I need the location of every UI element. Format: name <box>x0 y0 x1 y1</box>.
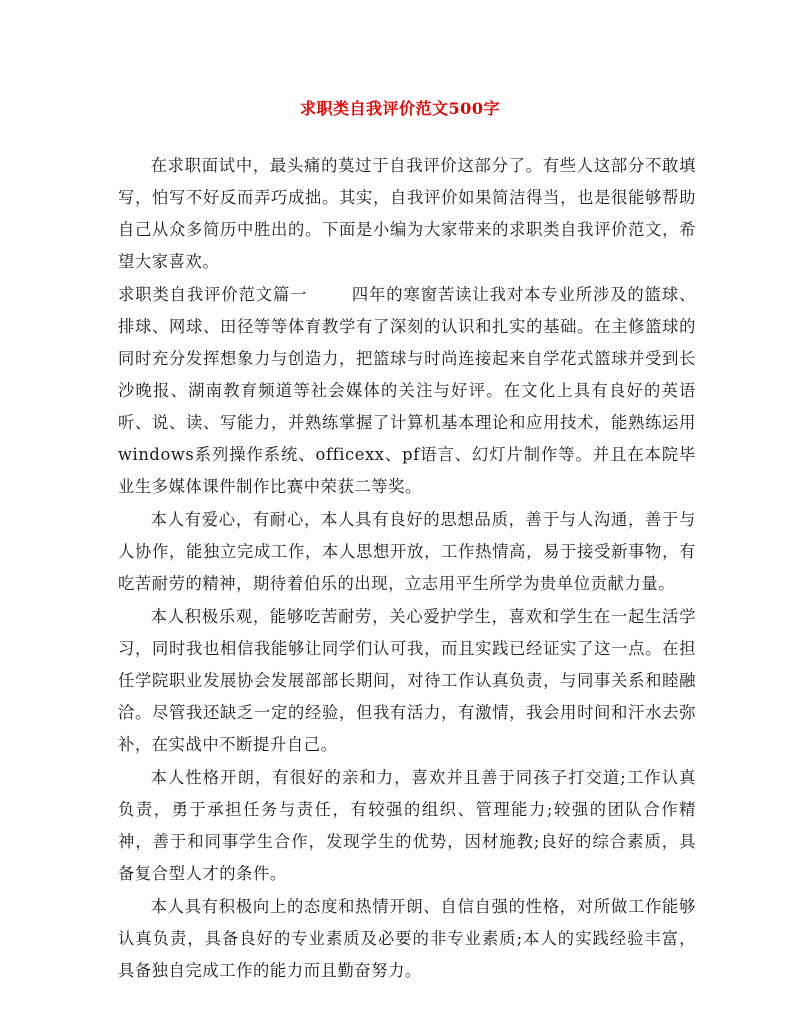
paragraph-3: 本人积极乐观，能够吃苦耐劳，关心爱护学生，喜欢和学生在一起生活学习，同时我也相信我能够让同学们认可我，而且实践已经证实了这一点。在担任学院职业发展协会发展部部长期间，对待工作认真负责，与同事关系和睦融洽。尽管我还缺乏一定的经验，但我有活力，有激情，我会用时间和汗水去弥补，在实战中不断提升自己。 <box>118 607 696 754</box>
section-paragraph <box>118 279 696 503</box>
intro-paragraph <box>118 150 696 278</box>
paragraph-4: 本人性格开朗，有很好的亲和力，喜欢并且善于同孩子打交道;工作认真负责，勇于承担任务与责任，有较强的组织、管理能力;较强的团队合作精神，善于和同事学生合作，发现学生的优势，因材施教;良好的综合素质，具备复合型人才的条件。 <box>118 768 696 883</box>
paragraph-2: 本人有爱心，有耐心，本人具有良好的思想品质，善于与人沟通，善于与人协作，能独立完成工作，本人思想开放，工作热情高，易于接受新事物，有吃苦耐劳的精神，期待着伯乐的出现，立志用平生所学为贵单位贡献力量。 <box>118 510 696 593</box>
section-label: 求职类自我评价范文篇一 <box>118 285 308 304</box>
intro-text: 在求职面试中，最头痛的莫过于自我评价这部分了。有些人这部分不敢填写，怕写不好反而弄巧成拙。其实，自我评价如果简洁得当，也是很能够帮助自己从众多简历中胜出的。下面是小编为大家带来的求职类自我评价范文，希望大家喜欢。 <box>118 156 696 271</box>
section-text: 四年的寒窗苦读让我对本专业所涉及的篮球、排球、网球、田径等等体育教学有了深刻的认识和扎实的基础。在主修篮球的同时充分发挥想象力与创造力，把篮球与时尚连接起来自学花式篮球并受到长沙晚报、湖南教育频道等社会媒体的关注与好评。在文化上具有良好的英语听、说、读、写能力，并熟练掌握了计算机基本理论和应用技术，能熟练运用windows系列操作系统、officexx、pf语言、幻灯片制作等。并且在本院毕业生多媒体课件制作比赛中荣获二等奖。 <box>118 285 696 496</box>
paragraph-5: 本人具有积极向上的态度和热情开朗、自信自强的性格，对所做工作能够认真负责，具备良好的专业素质及必要的非专业素质;本人的实践经验丰富，具备独自完成工作的能力而且勤奋努力。 <box>118 897 696 980</box>
document-title: 求职类自我评价范文500字 <box>300 99 500 118</box>
document-body <box>118 150 696 987</box>
